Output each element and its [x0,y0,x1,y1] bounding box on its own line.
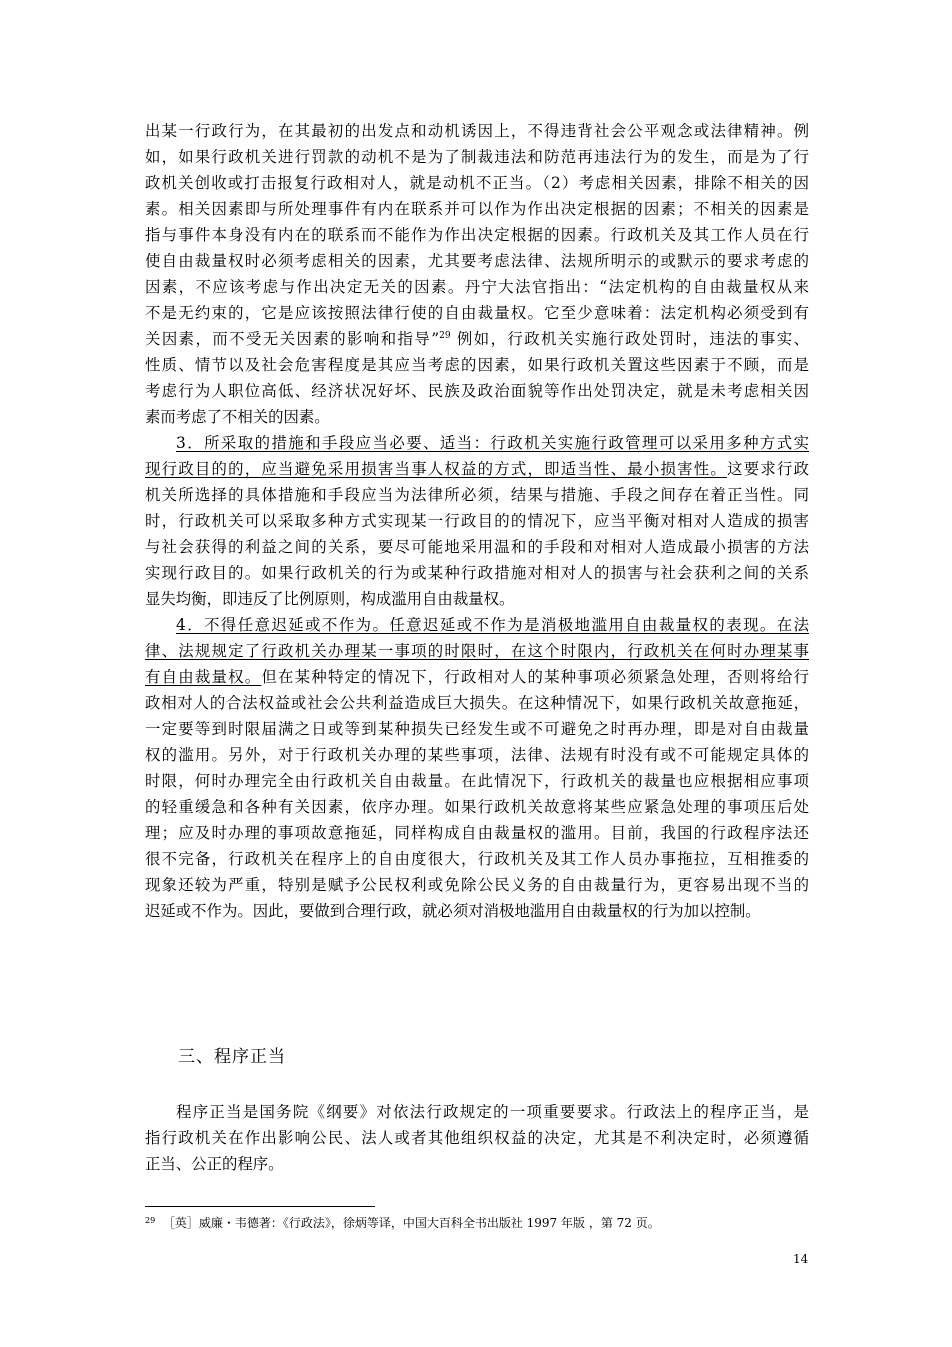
footnote-text: ［英］威廉・韦德著：《行政法》，徐炳等译，中国大百科全书出版社 1997 年版 ，第 72 页。 [162,1216,660,1230]
item-3-heading [145,430,809,456]
text-line: 一定要等到时限届满之日或等到某种损失已经发生或不可避免之时再办理，即是对自由裁量 [145,720,809,738]
text-line [145,456,809,482]
text-line: 政机关创收或打击报复行政相对人，就是动机不正当。（2）考虑相关因素，排除不相关的因 [145,174,809,192]
text-line [145,664,809,690]
text-line: 因素，不应该考虑与作出决定无关的因素。丹宁大法官指出：“法定机构的自由裁量权从来 [145,278,809,296]
text-span: 例如，行政机关实施行政处罚时，违法的事实、 [450,330,809,348]
text-line: 很不完备，行政机关在程序上的自由度很大，行政机关及其工作人员办事拖拉，互相推委的 [145,850,809,868]
item-4-heading [145,612,809,638]
text-line: 时，行政机关可以采取多种方式实现某一行政目的的情况下，应当平衡对相对人造成的损害 [145,512,809,530]
text-line: 现象还较为严重，特别是赋予公民权利或免除公民义务的自由裁量行为，更容易出现不当的 [145,876,809,894]
text-line: 政相对人的合法权益或社会公共利益造成巨大损失。在这种情况下，如果行政机关故意拖延， [145,694,809,712]
section-heading: 三、程序正当 [178,1047,286,1067]
text-line: 机关所选择的具体措施和手段应当为法律所必须，结果与措施、手段之间存在着正当性。同 [145,486,809,504]
text-line: 迟延或不作为。因此，要做到合理行政，就必须对消极地滥用自由裁量权的行为加以控制。 [145,902,761,920]
underlined-text: 现行政目的的，应当避免采用损害当事人权益的方式，即适当性、最小损害性。 [145,460,728,478]
text-line: 权的滥用。另外，对于行政机关办理的某些事项，法律、法规有时没有或不可能规定具体的 [145,746,809,764]
text-line-with-footnote-ref [145,326,809,352]
body-text [145,118,809,924]
footnote-divider [145,1206,375,1207]
text-line: 与社会获得的利益之间的关系，要尽可能地采用温和的手段和对相对人造成最小损害的方法 [145,538,809,556]
text-line: 程序正当是国务院《纲要》对依法行政规定的一项重要要求。行政法上的程序正当，是 [176,1103,809,1121]
underlined-text: 有自由裁量权。 [145,668,262,686]
text-line: 素而考虑了不相关的因素。 [145,408,330,426]
underlined-text: 4．不得任意迟延或不作为。任意迟延或不作为是消极地滥用自由裁量权的表现。在法 [176,616,809,634]
text-line: 实现行政目的。如果行政机关的行为或某种行政措施对相对人的损害与社会获利之间的关系 [145,564,809,582]
text-line: 正当、公正的程序。 [145,1155,284,1173]
text-line: 出某一行政行为，在其最初的出发点和动机诱因上，不得违背社会公平观念或法律精神。例 [145,122,809,140]
text-span: 这要求行政 [727,460,809,478]
text-line: 理；应及时办理的事项故意拖延，同样构成自由裁量权的滥用。目前，我国的行政程序法还 [145,824,809,842]
text-line: 性质、情节以及社会危害程度是其应当考虑的因素，如果行政机关置这些因素于不顾，而是 [145,356,809,374]
text-line: 显失均衡，即违反了比例原则，构成滥用自由裁量权。 [145,590,515,608]
text-line: 指行政机关在作出影响公民、法人或者其他组织权益的决定，尤其是不利决定时，必须遵循 [145,1129,809,1147]
text-line: 时限，何时办理完全由行政机关自由裁量。在此情况下，行政机关的裁量也应根据相应事项 [145,772,809,790]
text-line: 的轻重缓急和各种有关因素，依序办理。如果行政机关故意将某些应紧急处理的事项压后处 [145,798,809,816]
text-line [145,638,809,664]
text-line: 考虑行为人职位高低、经济状况好坏、民族及政治面貌等作出处罚决定，就是未考虑相关因 [145,382,809,400]
text-line: 使自由裁量权时必须考虑相关的因素，尤其要考虑法律、法规所明示的或默示的要求考虑的 [145,252,809,270]
footnote-number: 29 [145,1216,156,1225]
text-span: 关因素，而不受无关因素的影响和指导” [145,330,440,348]
text-span: 但在某种特定的情况下，行政相对人的某种事项必须紧急处理，否则将给行 [261,668,809,686]
text-line: 指与事件本身没有内在的联系而不能作为作出决定根据的因素。行政机关及其工作人员在行 [145,226,809,244]
underlined-text: 3．所采取的措施和手段应当必要、适当：行政机关实施行政管理可以采用多种方式实 [176,434,809,452]
body-text-section-3 [145,1099,809,1177]
text-line: 素。相关因素即与所处理事件有内在联系并可以作为作出决定根据的因素；不相关的因素是 [145,200,809,218]
footnote [145,1214,660,1231]
text-line: 如，如果行政机关进行罚款的动机不是为了制裁违法和防范再违法行为的发生，而是为了行 [145,148,809,166]
underlined-text: 律、法规规定了行政机关办理某一事项的时限时，在这个时限内，行政机关在何时办理某事 [145,642,809,660]
text-line: 不是无约束的，它是应该按照法律行使的自由裁量权。它至少意味着：法定机构必须受到有 [145,304,809,322]
footnote-reference[interactable]: 29 [439,331,451,341]
page-number: 14 [793,1252,809,1266]
